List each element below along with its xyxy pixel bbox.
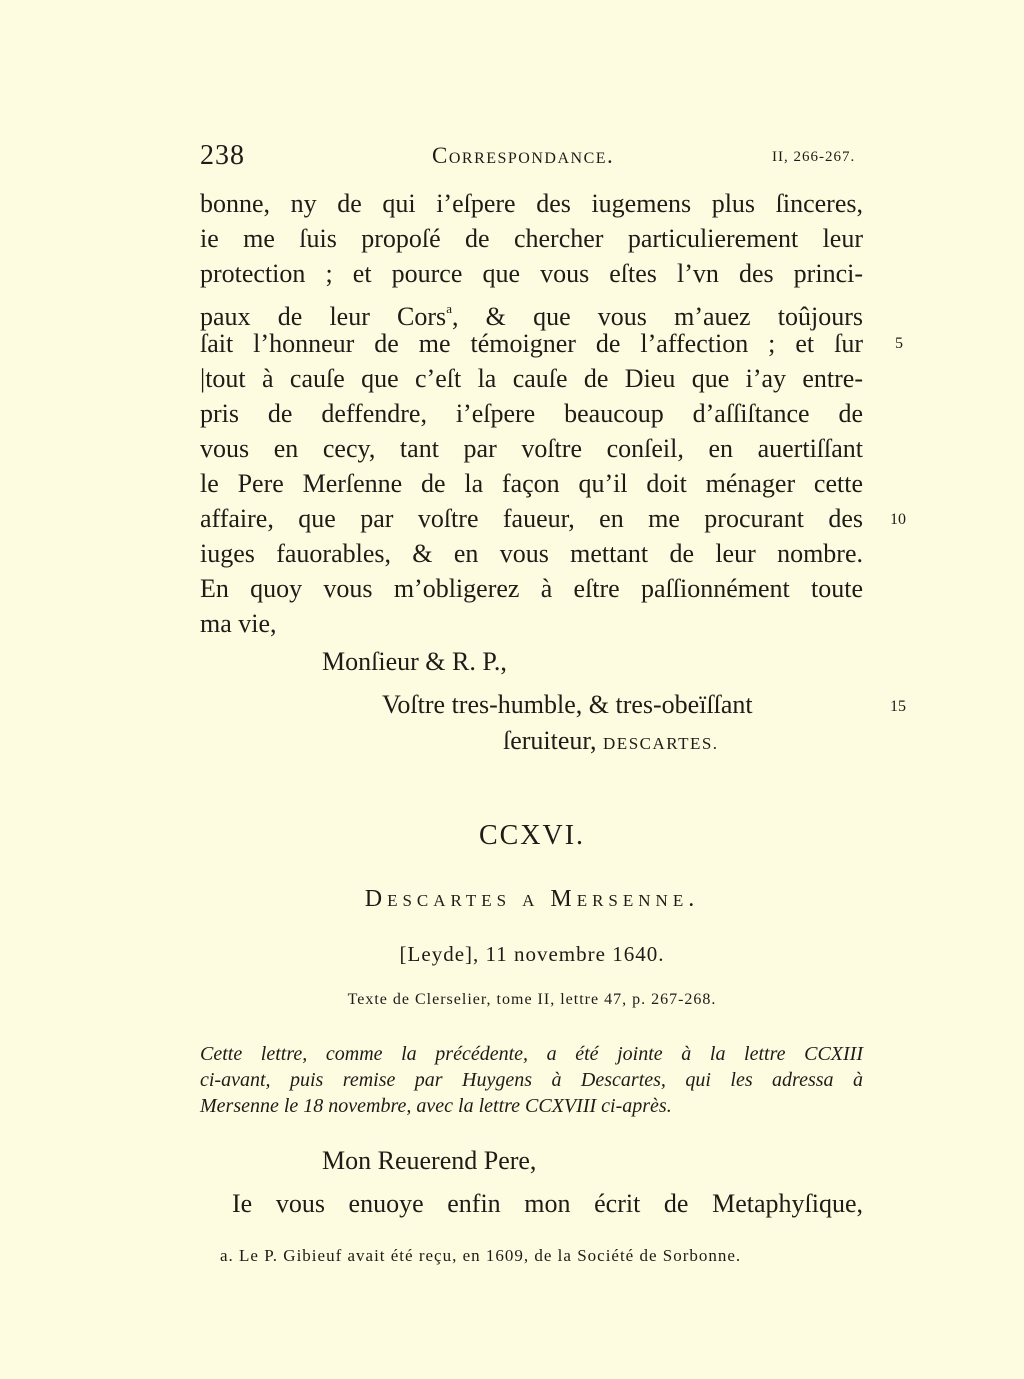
text-line: iuges fauorables, & en vous mettant de leur nombre. — [200, 539, 863, 568]
editor-note-line: Cette lettre, comme la précédente, a été jointe à la lettre CCXIII — [200, 1043, 863, 1065]
text-line: affaire, que par voſtre faueur, en me procurant des — [200, 504, 863, 533]
text-line: ie me ſuis propoſé de chercher particulierement leur — [200, 224, 863, 253]
editor-note-line: ci-avant, puis remise par Huygens à Descartes, qui les adressa à — [200, 1069, 863, 1091]
salutation: Mon Reuerend Pere, — [322, 1146, 537, 1175]
text-line: pris de deffendre, i’eſpere beaucoup d’aſſiſtance de — [200, 399, 863, 428]
text-line: le Pere Merſenne de la façon qu’il doit ménager cette — [200, 469, 863, 498]
text-line: ſait l’honneur de me témoigner de l’affection ; et ſur — [200, 329, 863, 358]
running-title: Correspondance. — [432, 143, 615, 168]
text-segment: , & que vous m’auez toûjours — [451, 302, 864, 331]
text-line: ma vie, — [200, 609, 277, 638]
editor-note-line: Mersenne le 18 novembre, avec la lettre CCXVIII ci-après. — [200, 1095, 672, 1117]
closing-servant — [503, 726, 719, 756]
text-line: protection ; et pource que vous eſtes l’vn des princi- — [200, 259, 863, 288]
opening-line: Ie vous enuoye enfin mon écrit de Metaphyſique, — [232, 1189, 863, 1218]
line-number: 5 — [895, 335, 903, 352]
text-line: bonne, ny de qui i’eſpere des iugemens plus ſinceres, — [200, 189, 863, 218]
line-number: 15 — [890, 698, 906, 715]
closing-address: Monſieur & R. P., — [322, 647, 507, 676]
letter-date: [Leyde], 11 novembre 1640. — [399, 942, 665, 966]
footnote: a. Le P. Gibieuf avait été reçu, en 1609, de la Société de Sorbonne. — [220, 1246, 742, 1265]
line-number: 10 — [890, 511, 906, 528]
text-line: |tout à cauſe que c’eſt la cauſe de Dieu que i’ay entre- — [200, 364, 863, 393]
letter-source: Texte de Clerselier, tome II, lettre 47, p. 267-268. — [347, 991, 717, 1008]
footnote-marker[interactable]: a — [446, 301, 452, 316]
page-number: 238 — [200, 140, 245, 171]
letter-number: CCXVI. — [478, 820, 586, 851]
signature: DESCARTES. — [603, 734, 719, 753]
text-segment: paux de leur Cors — [200, 302, 447, 331]
servant-word: ſeruiteur, — [503, 726, 597, 755]
letter-heading: Descartes a Mersenne. — [364, 886, 700, 912]
text-line: vous en cecy, tant par voſtre conſeil, en auertiſſant — [200, 434, 863, 463]
text-line: En quoy vous m’obligerez à eſtre paſſionnément toute — [200, 574, 863, 603]
volume-reference: II, 266-267. — [772, 149, 856, 165]
closing-formula: Voſtre tres-humble, & tres-obeïſſant — [382, 690, 753, 719]
